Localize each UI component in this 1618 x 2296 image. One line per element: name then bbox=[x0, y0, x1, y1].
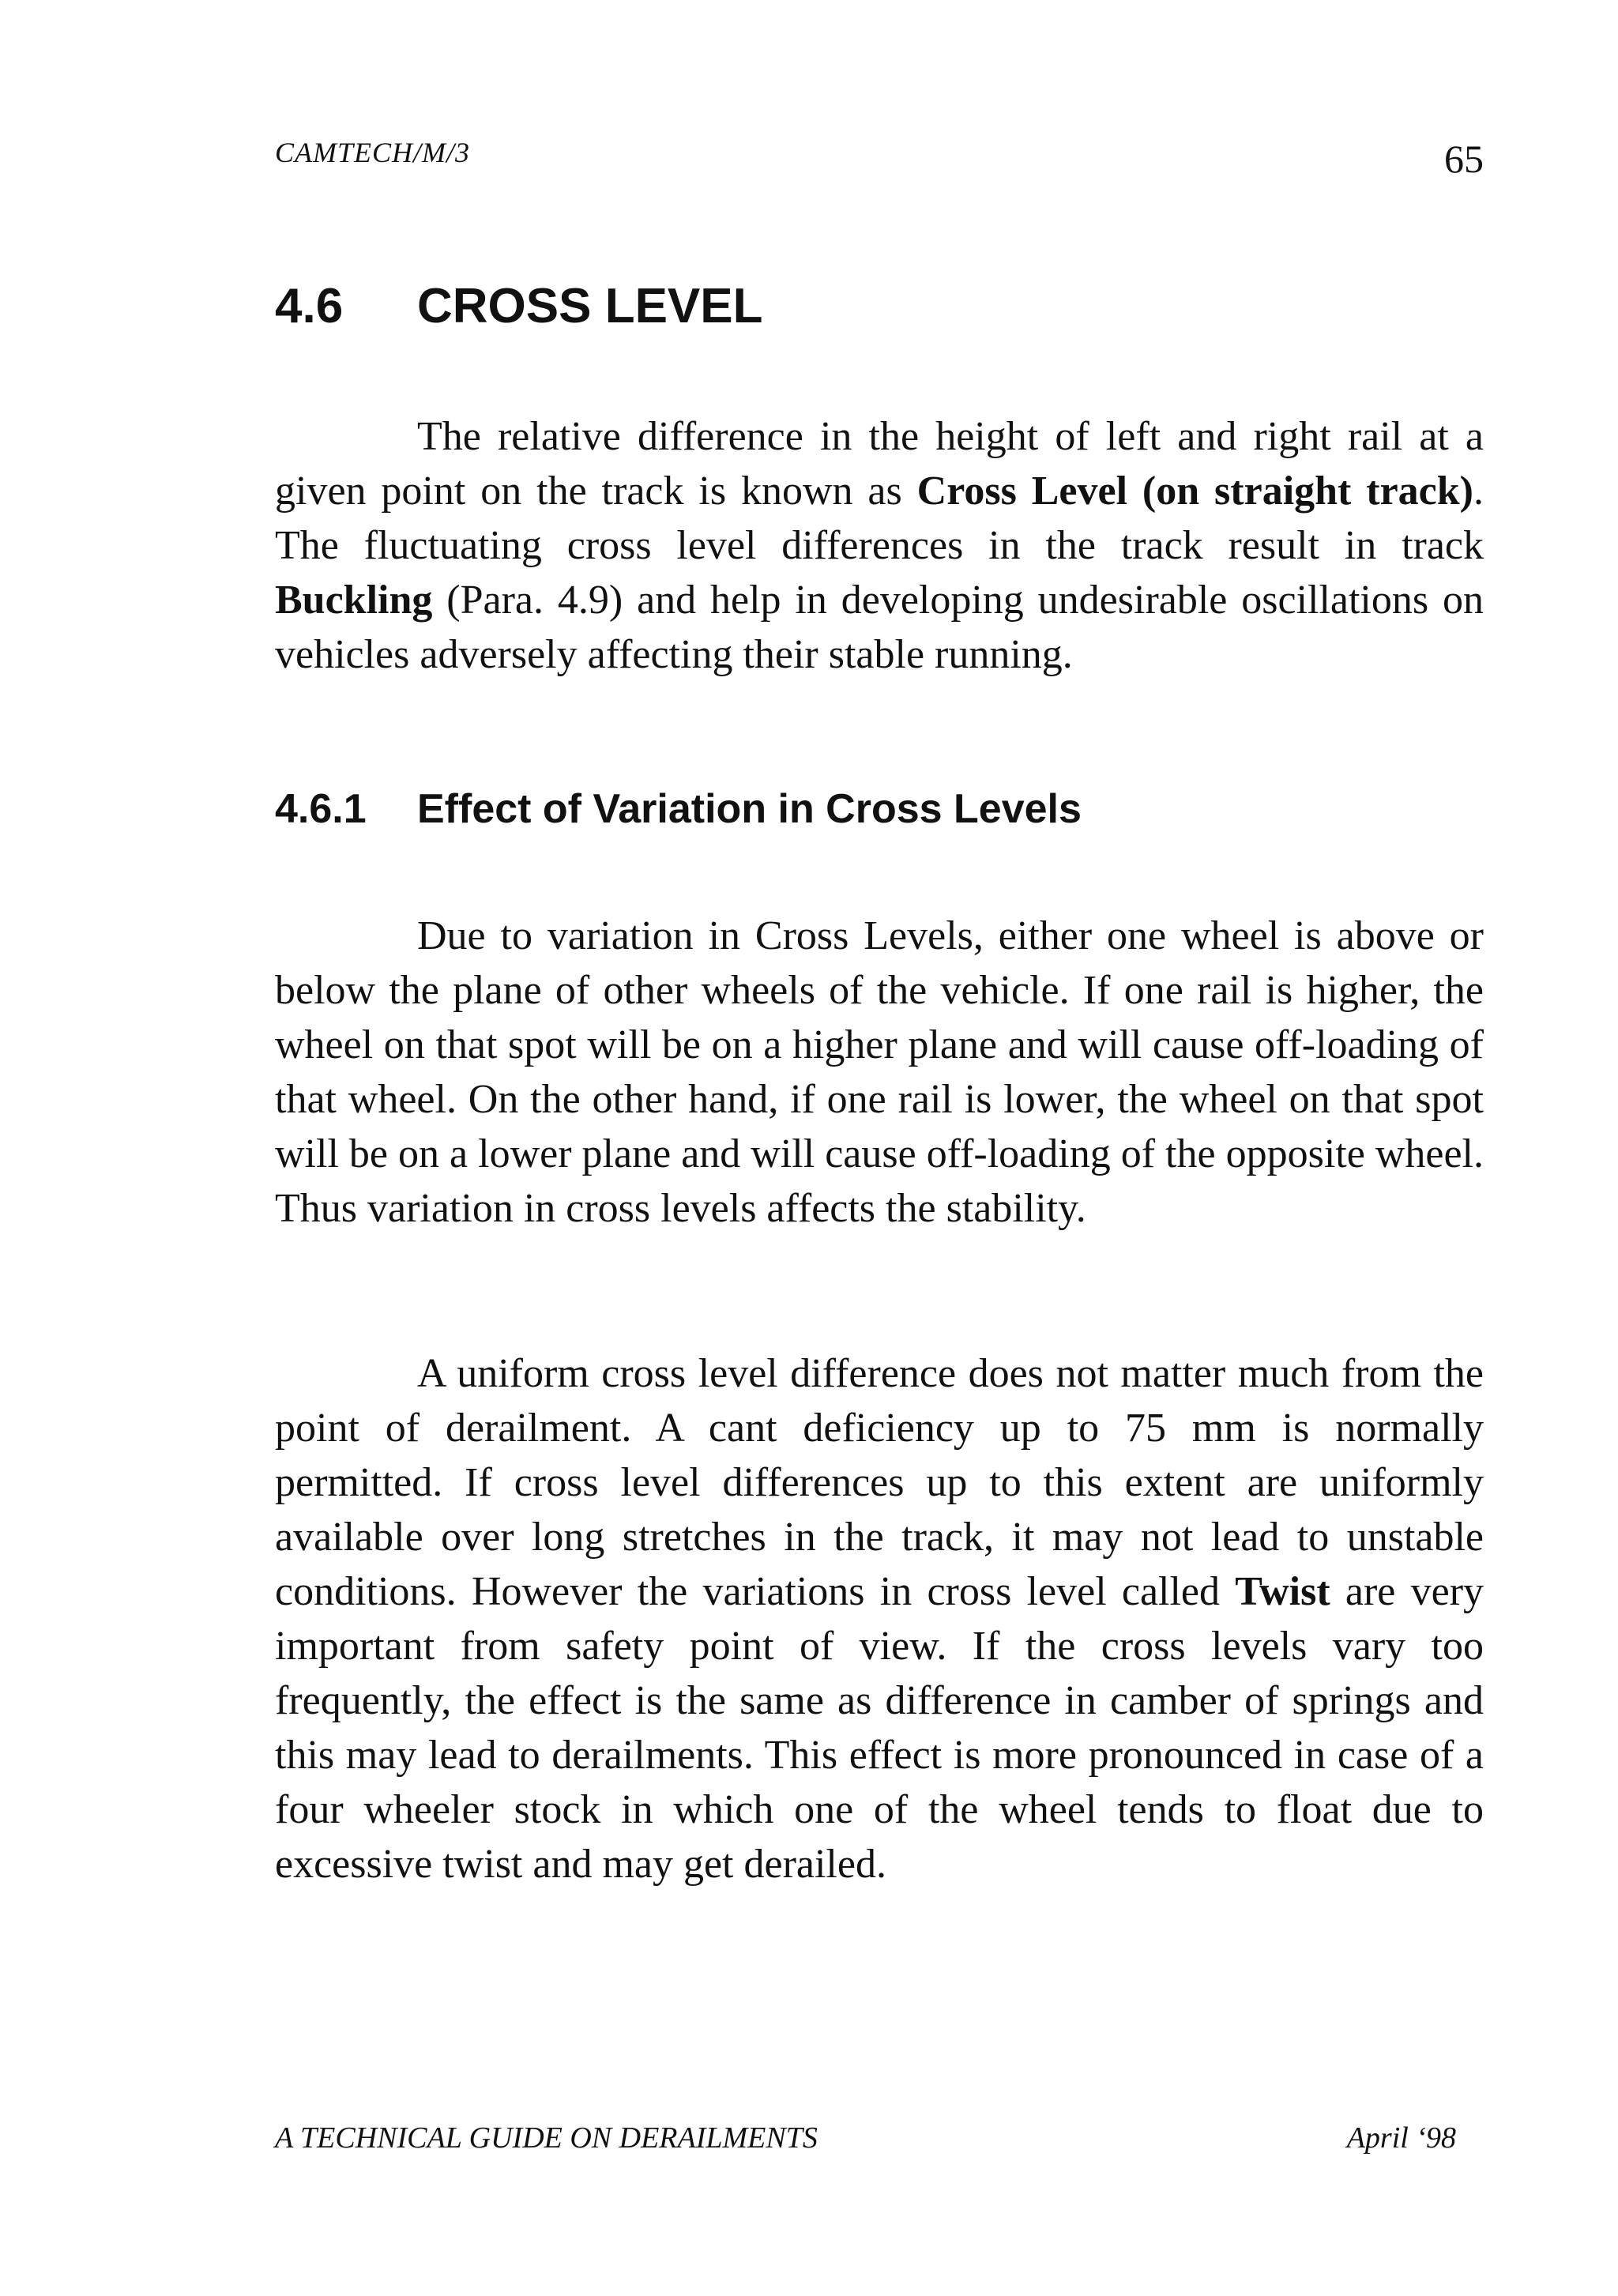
text-run: . The fluctuating cross level differences in the track result in track bbox=[275, 469, 1484, 568]
subsection-paragraph-2 bbox=[275, 1346, 1484, 1891]
subsection-number: 4.6.1 bbox=[275, 786, 367, 832]
subsection-title: Effect of Variation in Cross Levels bbox=[417, 786, 1082, 832]
page-number: 65 bbox=[1444, 137, 1484, 181]
section-paragraph-1 bbox=[275, 409, 1484, 682]
section-number: 4.6 bbox=[275, 279, 344, 333]
text-run: (Para. 4.9) and help in developing undesirable oscillations on vehicles adversely affecting their stable running. bbox=[275, 578, 1484, 677]
bold-term-cross-level: Cross Level (on straight track) bbox=[916, 469, 1473, 514]
footer-title: A TECHNICAL GUIDE ON DERAILMENTS bbox=[275, 2121, 818, 2155]
subsection-paragraph-1: Due to variation in Cross Levels, either one wheel is above or below the plane of other wheels of the vehicle. If one rail is higher, the wheel on that spot will be on a higher plane and will cause off-loading of that wheel. On the other hand, if one rail is lower, the wheel on that spot will be on a lower plane and will cause off-loading of the opposite wheel. Thus variation in cross levels affects the stability. bbox=[275, 913, 1484, 1231]
document-code: CAMTECH/M/3 bbox=[275, 137, 471, 168]
text-run: The relative difference in the height of left and right rail at a given point on the track is known as bbox=[275, 414, 1484, 514]
section-title: CROSS LEVEL bbox=[417, 279, 763, 333]
subsection-heading bbox=[275, 785, 1082, 833]
bold-term-twist: Twist bbox=[1235, 1569, 1330, 1614]
text-run: A uniform cross level difference does not matter much from the point of derailment. A cant deficiency up to 75 mm is normally permitted. If cross level differences up to this extent are uniformly available over long stretches in the track, it may not lead to unstable conditions. However the variations in cross level called bbox=[275, 1351, 1484, 1614]
text-run: are very important from safety point of view. If the cross levels vary too frequently, the effect is the same as difference in camber of springs and this may lead to derailments. This effect is more pronounced in case of a four wheeler stock in which one of the wheel tends to float due to excessive twist and may get derailed. bbox=[275, 1569, 1484, 1887]
section-heading bbox=[275, 278, 763, 334]
footer-date: April ‘98 bbox=[1346, 2121, 1456, 2155]
bold-term-buckling: Buckling bbox=[275, 578, 433, 623]
